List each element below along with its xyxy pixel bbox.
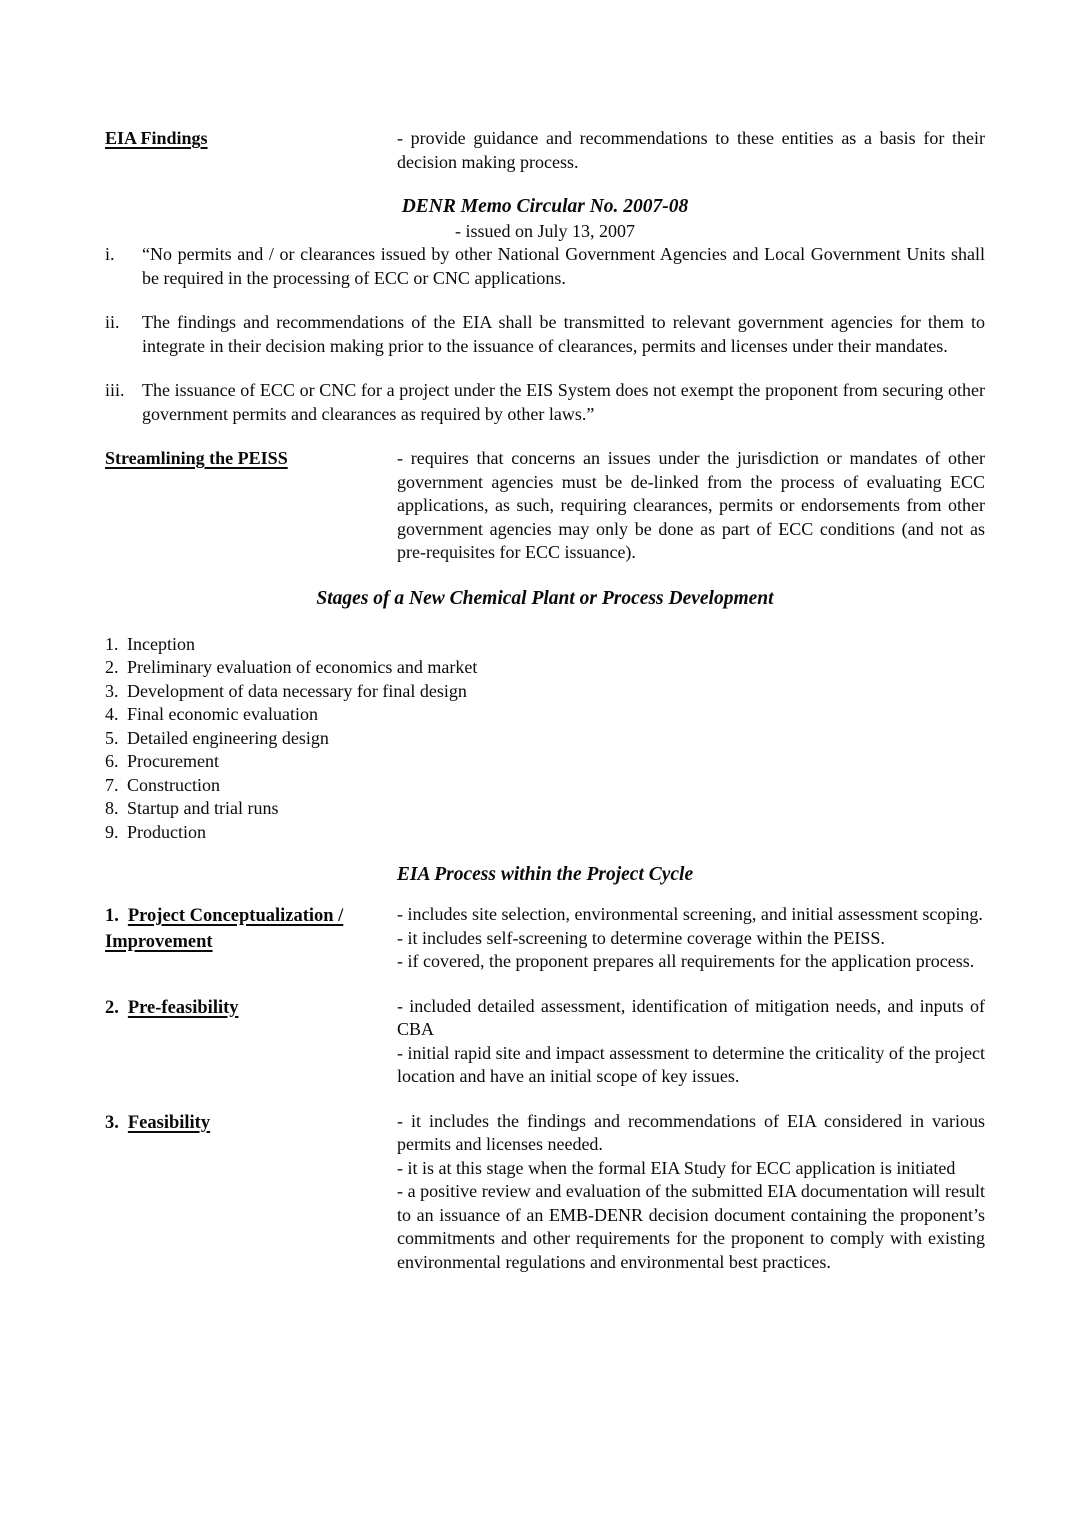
process-item-2-text [397, 995, 985, 1089]
memo-circular-title: DENR Memo Circular No. 2007-08 [401, 196, 689, 217]
paragraph: - included detailed assessment, identification of mitigation needs, and inputs of CBA [397, 995, 985, 1039]
memo-item-ii [105, 311, 985, 358]
roman-numeral-i: i. [105, 244, 115, 264]
paragraph: - it includes self-screening to determine coverage within the PEISS. [397, 927, 885, 948]
stage-text: Detailed engineering design [127, 727, 329, 748]
stage-text: Preliminary evaluation of economics and market [127, 657, 478, 677]
process-item-1-label-column [105, 903, 397, 955]
stage-text: Startup and trial runs [127, 798, 279, 818]
stage-item-4 [105, 703, 985, 727]
streamlining-text: - requires that concerns an issues under the jurisdiction or mandates of other government agencies must be de-linked from the process of evaluating ECC applications, as such, requiring clearances, permits or endorsements from other government agencies may only be done as part of ECC conditions (and not as pre-requisites for ECC issuance). [397, 448, 985, 562]
stage-text: Final economic evaluation [127, 704, 318, 724]
paragraph: - it is at this stage when the formal EIA Study for ECC application is initiated [397, 1157, 956, 1178]
process-item-2-heading: Pre-feasibility [127, 997, 239, 1018]
stage-item-3 [105, 680, 985, 704]
stage-item-5 [105, 727, 985, 751]
process-item-pre-feasibility [105, 995, 985, 1089]
stage-item-2 [105, 656, 985, 680]
stage-text: Production [127, 821, 206, 842]
process-item-3-label-column [105, 1110, 397, 1136]
stage-item-8 [105, 797, 985, 821]
stage-number: 5. [105, 727, 119, 748]
process-item-number: 1. [105, 906, 119, 926]
stage-text: Inception [127, 633, 195, 654]
stage-number: 8. [105, 798, 119, 818]
stage-number: 1. [105, 633, 119, 654]
stage-text: Development of data necessary for final design [127, 680, 467, 701]
stage-item-9 [105, 821, 985, 845]
process-item-2-label-column [105, 995, 397, 1021]
paragraph: - a positive review and evaluation of the submitted EIA documentation will result to an issuance of an EMB-DENR decision document containing the proponent’s commitments and other requirements for the proponent to comply with existing environmental regulations and environmental best practices. [397, 1181, 985, 1272]
stage-text: Construction [127, 774, 220, 795]
memo-item-i-text: “No permits and / or clearances issued by other National Government Agencies and Local Government Units shall be required in the processing of ECC or CNC applications. [142, 244, 985, 288]
eia-findings-text: - provide guidance and recommendations to these entities as a basis for their decision making process. [397, 128, 985, 172]
process-item-conceptualization [105, 903, 985, 974]
stage-number: 3. [105, 680, 119, 701]
process-item-number: 2. [105, 997, 119, 1018]
roman-numeral-ii: ii. [105, 312, 120, 332]
paragraph: - it includes the findings and recommendations of EIA considered in various permits and licenses needed. [397, 1110, 985, 1154]
memo-item-ii-text: The findings and recommendations of the EIA shall be transmitted to relevant government agencies for them to integrate in their decision making prior to the issuance of clearances, permits and licenses under their mandates. [142, 312, 985, 356]
memo-circular-subtitle: - issued on July 13, 2007 [455, 221, 635, 241]
stage-number: 4. [105, 704, 119, 724]
process-item-1-heading: Project Conceptualization / Improvement [105, 906, 344, 952]
roman-numeral-iii: iii. [105, 380, 125, 400]
section-eia-findings [105, 127, 985, 174]
stages-heading: Stages of a New Chemical Plant or Process Development [316, 587, 774, 609]
process-item-feasibility [105, 1110, 985, 1275]
eia-findings-label-column [105, 127, 397, 151]
stages-list [105, 633, 985, 845]
streamlining-heading: Streamlining the PEISS [105, 448, 288, 468]
memo-item-iii-text: The issuance of ECC or CNC for a project under the EIS System does not exempt the proponent from securing other government permits and clearances as required by other laws.” [142, 380, 985, 424]
streamlining-label-column [105, 447, 397, 471]
process-item-3-heading: Feasibility [127, 1112, 211, 1133]
paragraph: - if covered, the proponent prepares all requirements for the application process. [397, 951, 975, 971]
stage-number: 2. [105, 657, 119, 677]
eia-findings-heading: EIA Findings [105, 128, 208, 148]
stage-number: 7. [105, 774, 119, 795]
process-item-number: 3. [105, 1112, 119, 1133]
stage-item-1 [105, 633, 985, 657]
stage-text: Procurement [127, 751, 219, 771]
stage-number: 6. [105, 751, 119, 771]
memo-item-iii [105, 379, 985, 426]
stage-item-7 [105, 774, 985, 798]
paragraph: - initial rapid site and impact assessment to determine the criticality of the project location and have an initial scope of key issues. [397, 1042, 985, 1086]
stage-number: 9. [105, 821, 119, 842]
section-streamlining-peiss [105, 447, 985, 565]
process-item-1-text [397, 903, 985, 974]
stage-item-6 [105, 750, 985, 774]
process-item-3-text [397, 1110, 985, 1275]
paragraph: - includes site selection, environmental screening, and initial assessment scoping. [397, 904, 983, 924]
memo-item-i [105, 243, 985, 290]
eia-process-heading: EIA Process within the Project Cycle [396, 864, 694, 885]
